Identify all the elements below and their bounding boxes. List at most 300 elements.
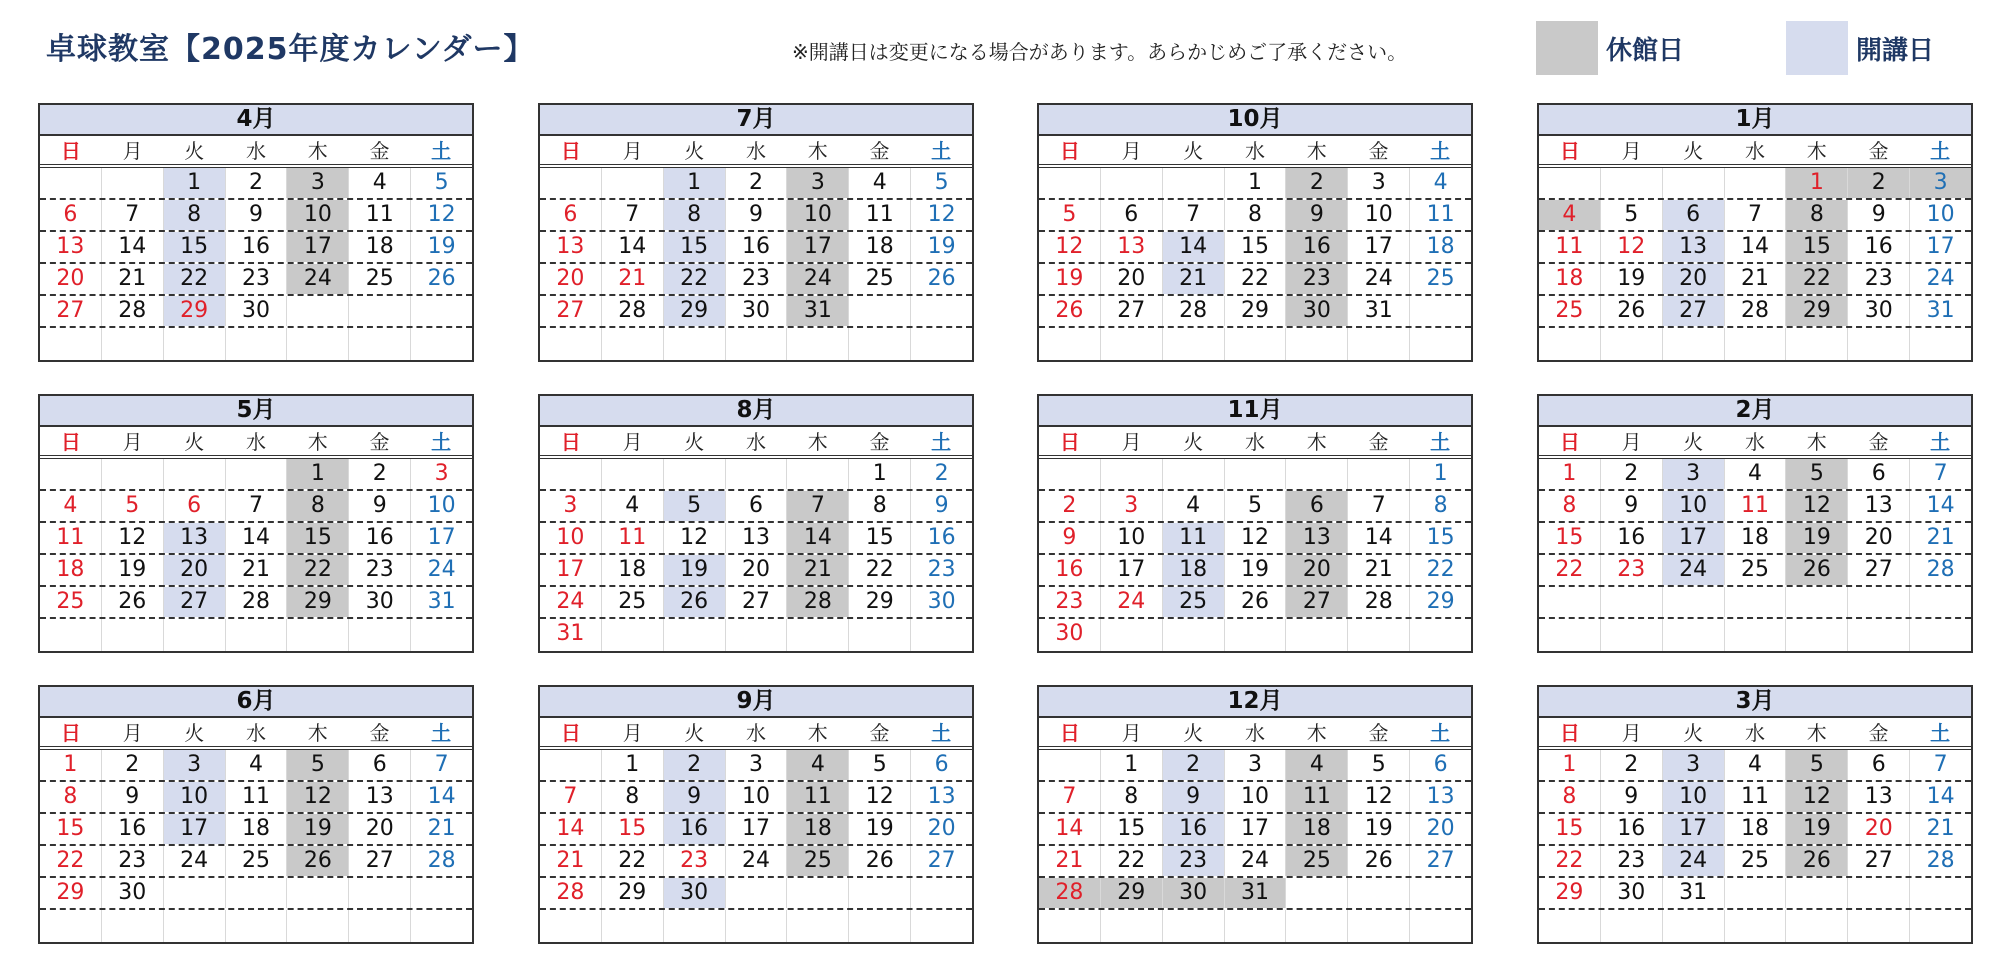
day-cell: 18 [786,814,848,844]
day-cell: 10 [556,525,585,550]
day-cell: 13 [556,234,585,259]
day-cell: 12 [848,782,910,812]
day-cell [1785,619,1847,651]
day-cell: 27 [1409,846,1471,876]
day-cell: 13 [1847,782,1909,812]
weekday-label: 月 [1621,721,1642,745]
day-cell [40,328,101,360]
weekday-header-row [1539,427,1971,459]
day-cell [1409,296,1471,326]
week-row [1539,168,1971,200]
day-cell: 30 [1162,878,1224,908]
day-cell [1285,910,1347,942]
day-cell [725,459,787,489]
day-cell: 5 [663,491,725,521]
day-cell [1162,168,1224,198]
day-cell: 24 [1224,846,1286,876]
day-cell: 27 [1285,587,1347,617]
day-cell: 19 [286,814,348,844]
week-row [1039,555,1471,587]
weekday-label: 木 [807,430,828,454]
day-cell: 4 [348,168,410,198]
day-cell: 29 [848,587,910,617]
weekday-label: 木 [307,430,328,454]
day-cell [540,459,601,489]
day-cell: 10 [1662,782,1724,812]
day-cell: 5 [1347,750,1409,780]
day-cell: 1 [1224,168,1286,198]
day-cell: 17 [1100,555,1162,585]
day-cell: 2 [1062,493,1077,518]
day-cell: 23 [1847,264,1909,294]
day-cell [1909,587,1971,617]
week-row [540,296,972,328]
day-cell [663,459,725,489]
day-cell: 26 [848,846,910,876]
weekday-label: 日 [60,139,81,163]
day-cell [1039,328,1100,360]
week-row [1539,782,1971,814]
weekday-label: 土 [1930,139,1951,163]
day-cell: 8 [1785,200,1847,230]
day-cell [101,910,163,942]
day-cell [848,328,910,360]
day-cell: 21 [225,555,287,585]
day-cell: 10 [1662,491,1724,521]
week-row [1539,200,1971,232]
day-cell: 30 [1055,621,1084,646]
day-cell: 29 [1409,587,1471,617]
week-row [40,491,472,523]
month-title: 2月 [1539,396,1971,427]
day-cell: 5 [1785,459,1847,489]
day-cell [786,619,848,651]
day-cell: 26 [1347,846,1409,876]
day-cell [1600,168,1662,198]
day-cell: 15 [1785,232,1847,262]
day-cell: 27 [1662,296,1724,326]
weekday-header-row [1539,136,1971,168]
day-cell: 31 [786,296,848,326]
day-cell: 7 [410,750,472,780]
day-cell: 30 [1600,878,1662,908]
day-cell: 7 [1347,491,1409,521]
weekday-label: 金 [369,721,390,745]
day-cell: 6 [163,491,225,521]
day-cell: 23 [1600,846,1662,876]
day-cell [40,459,101,489]
weekday-label: 木 [1806,721,1827,745]
day-cell: 23 [1055,589,1084,614]
day-cell [410,296,472,326]
week-row [1039,619,1471,651]
day-cell [348,910,410,942]
day-cell: 28 [1909,846,1971,876]
day-cell: 11 [848,200,910,230]
weekday-label: 日 [560,139,581,163]
day-cell [1347,459,1409,489]
day-cell: 31 [1909,296,1971,326]
weekday-label: 水 [746,430,767,454]
day-cell: 7 [1724,200,1786,230]
week-row [40,910,472,942]
day-cell: 26 [1785,846,1847,876]
day-cell [348,619,410,651]
weekday-label: 日 [1559,721,1580,745]
week-row [1039,459,1471,491]
weekday-label: 火 [1683,430,1704,454]
day-cell: 30 [910,587,972,617]
day-cell [1600,328,1662,360]
notice-text: ※開講日は変更になる場合があります。あらかじめご了承ください。 [792,40,1408,64]
weekday-label: 水 [1745,139,1766,163]
day-cell: 2 [910,459,972,489]
day-cell [410,328,472,360]
week-row [40,168,472,200]
day-cell [1600,619,1662,651]
day-cell: 18 [1285,814,1347,844]
day-cell: 30 [1847,296,1909,326]
month-title: 3月 [1539,687,1971,718]
day-cell: 13 [1662,232,1724,262]
day-cell: 2 [1285,168,1347,198]
day-cell [1039,168,1100,198]
day-cell [848,910,910,942]
day-cell: 30 [663,878,725,908]
day-cell: 17 [1347,232,1409,262]
day-cell: 12 [286,782,348,812]
day-cell: 7 [225,491,287,521]
day-cell: 20 [1847,523,1909,553]
weekday-label: 火 [684,430,705,454]
weekday-label: 日 [560,430,581,454]
day-cell: 12 [101,523,163,553]
day-cell [1724,878,1786,908]
week-row [540,910,972,942]
week-row [1039,328,1471,360]
weekday-label: 金 [1368,430,1389,454]
week-row [1039,750,1471,782]
day-cell [601,168,663,198]
month-title: 9月 [540,687,972,718]
day-cell [1409,619,1471,651]
day-cell [540,750,601,780]
day-cell: 1 [1100,750,1162,780]
day-cell [786,878,848,908]
weekday-label: 月 [622,721,643,745]
day-cell [1539,587,1600,617]
day-cell [410,910,472,942]
weekday-label: 月 [1121,721,1142,745]
day-cell [286,296,348,326]
day-cell: 11 [601,523,663,553]
weekday-label: 日 [560,721,581,745]
day-cell [163,878,225,908]
day-cell: 3 [1662,459,1724,489]
weekday-label: 土 [431,721,452,745]
day-cell: 11 [225,782,287,812]
weekday-label: 水 [246,430,267,454]
day-cell: 31 [556,621,585,646]
day-cell: 6 [563,202,578,227]
day-cell: 23 [663,846,725,876]
day-cell: 12 [910,200,972,230]
day-cell [848,296,910,326]
day-cell: 8 [1100,782,1162,812]
week-row [1539,750,1971,782]
day-cell [348,878,410,908]
day-cell: 9 [348,491,410,521]
weekday-header-row [40,718,472,750]
open-day-legend-swatch [1786,21,1848,75]
day-cell: 17 [286,232,348,262]
day-cell [1285,328,1347,360]
day-cell: 23 [1600,555,1662,585]
day-cell [1224,328,1286,360]
day-cell: 17 [725,814,787,844]
day-cell: 5 [101,491,163,521]
day-cell [225,619,287,651]
day-cell [1347,878,1409,908]
day-cell: 26 [101,587,163,617]
weekday-label: 金 [1368,139,1389,163]
day-cell: 7 [1062,784,1077,809]
day-cell: 17 [1224,814,1286,844]
day-cell [225,459,287,489]
weekday-label: 金 [869,430,890,454]
day-cell [1285,459,1347,489]
day-cell [40,619,101,651]
day-cell: 25 [1555,298,1584,323]
day-cell: 4 [225,750,287,780]
day-cell: 14 [556,816,585,841]
day-cell [225,328,287,360]
week-row [1539,910,1971,942]
day-cell [1724,587,1786,617]
day-cell: 23 [1285,264,1347,294]
day-cell [1909,328,1971,360]
day-cell: 13 [1847,491,1909,521]
day-cell: 21 [410,814,472,844]
day-cell: 5 [848,750,910,780]
day-cell [163,910,225,942]
weekday-label: 月 [122,721,143,745]
day-cell: 6 [725,491,787,521]
weekday-label: 金 [869,139,890,163]
day-cell [1539,910,1600,942]
day-cell: 5 [1785,750,1847,780]
weekday-label: 木 [1306,430,1327,454]
day-cell: 21 [556,848,585,873]
weekday-label: 火 [184,430,205,454]
page-title: 卓球教室【2025年度カレンダー】 [46,32,535,67]
month-calendar [38,103,474,362]
day-cell [1162,910,1224,942]
weekday-label: 水 [1245,721,1266,745]
week-row [1039,523,1471,555]
week-row [540,232,972,264]
month-title: 10月 [1039,105,1471,136]
day-cell: 10 [163,782,225,812]
day-cell [601,328,663,360]
day-cell: 4 [1285,750,1347,780]
weekday-label: 金 [869,721,890,745]
day-cell [1847,587,1909,617]
week-row [1039,587,1471,619]
day-cell [101,619,163,651]
day-cell: 8 [1224,200,1286,230]
day-cell: 25 [1409,264,1471,294]
day-cell [1662,328,1724,360]
day-cell: 27 [910,846,972,876]
day-cell: 16 [348,523,410,553]
day-cell: 22 [1555,557,1584,582]
day-cell: 26 [1600,296,1662,326]
day-cell: 4 [848,168,910,198]
day-cell: 2 [225,168,287,198]
day-cell: 9 [1600,491,1662,521]
day-cell [1662,619,1724,651]
month-calendar [1537,394,1973,653]
day-cell: 1 [1409,459,1471,489]
day-cell: 3 [1662,750,1724,780]
day-cell: 7 [563,784,578,809]
day-cell [410,619,472,651]
day-cell [40,910,101,942]
day-cell: 19 [1224,555,1286,585]
day-cell [1409,910,1471,942]
week-row [540,328,972,360]
day-cell: 6 [1409,750,1471,780]
day-cell: 11 [1724,491,1786,521]
day-cell: 16 [910,523,972,553]
day-cell [1224,910,1286,942]
day-cell [1100,168,1162,198]
month-title: 1月 [1539,105,1971,136]
weekday-header-row [1039,136,1471,168]
day-cell: 31 [1224,878,1286,908]
day-cell: 25 [56,589,85,614]
day-cell: 18 [1555,266,1584,291]
day-cell: 4 [1724,750,1786,780]
day-cell: 27 [725,587,787,617]
week-row [1039,296,1471,328]
day-cell: 5 [410,168,472,198]
day-cell [1039,750,1100,780]
month-calendar [1037,103,1473,362]
day-cell: 23 [1162,846,1224,876]
day-cell [1785,587,1847,617]
day-cell [601,619,663,651]
day-cell [163,328,225,360]
day-cell: 28 [1347,587,1409,617]
weekday-label: 水 [1745,430,1766,454]
day-cell: 28 [556,880,585,905]
weekday-label: 月 [1121,430,1142,454]
day-cell: 13 [1409,782,1471,812]
day-cell: 22 [1555,848,1584,873]
day-cell: 19 [1785,814,1847,844]
day-cell: 8 [163,200,225,230]
day-cell: 8 [601,782,663,812]
day-cell: 14 [410,782,472,812]
day-cell [1162,619,1224,651]
day-cell: 10 [1100,523,1162,553]
weekday-label: 土 [931,139,952,163]
day-cell: 10 [725,782,787,812]
weekday-label: 土 [1930,430,1951,454]
day-cell: 18 [601,555,663,585]
weekday-label: 土 [1430,139,1451,163]
day-cell: 24 [286,264,348,294]
day-cell: 1 [63,752,78,777]
day-cell: 3 [563,493,578,518]
day-cell: 22 [1100,846,1162,876]
week-row [1039,814,1471,846]
day-cell: 5 [910,168,972,198]
weekday-label: 土 [931,721,952,745]
day-cell [910,878,972,908]
week-row [40,878,472,910]
day-cell: 24 [786,264,848,294]
weekday-label: 木 [807,139,828,163]
day-cell [1162,459,1224,489]
month-calendar [1037,394,1473,653]
day-cell: 12 [663,523,725,553]
week-row [1539,555,1971,587]
day-cell: 20 [1409,814,1471,844]
day-cell: 25 [786,846,848,876]
month-calendar [38,394,474,653]
day-cell: 19 [410,232,472,262]
weekday-label: 月 [1621,430,1642,454]
day-cell: 9 [1847,200,1909,230]
day-cell: 18 [225,814,287,844]
day-cell: 8 [663,200,725,230]
day-cell: 13 [1100,232,1162,262]
weekday-label: 火 [1183,721,1204,745]
day-cell: 1 [848,459,910,489]
day-cell: 1 [286,459,348,489]
day-cell: 12 [1785,491,1847,521]
day-cell: 24 [163,846,225,876]
weekday-label: 水 [1745,721,1766,745]
weekday-header-row [540,427,972,459]
day-cell: 2 [348,459,410,489]
month-calendar [538,685,974,944]
week-row [40,619,472,651]
day-cell [225,910,287,942]
day-cell [786,910,848,942]
day-cell: 6 [1847,459,1909,489]
day-cell: 18 [848,232,910,262]
weekday-label: 月 [1621,139,1642,163]
weekday-label: 水 [246,139,267,163]
day-cell: 24 [725,846,787,876]
day-cell: 4 [1539,200,1600,230]
day-cell: 19 [101,555,163,585]
day-cell: 29 [163,296,225,326]
day-cell: 10 [1909,200,1971,230]
day-cell [1662,910,1724,942]
day-cell [1347,910,1409,942]
day-cell: 15 [1100,814,1162,844]
week-row [540,619,972,651]
day-cell: 21 [1055,848,1084,873]
day-cell: 11 [348,200,410,230]
month-title: 11月 [1039,396,1471,427]
day-cell: 11 [1285,782,1347,812]
